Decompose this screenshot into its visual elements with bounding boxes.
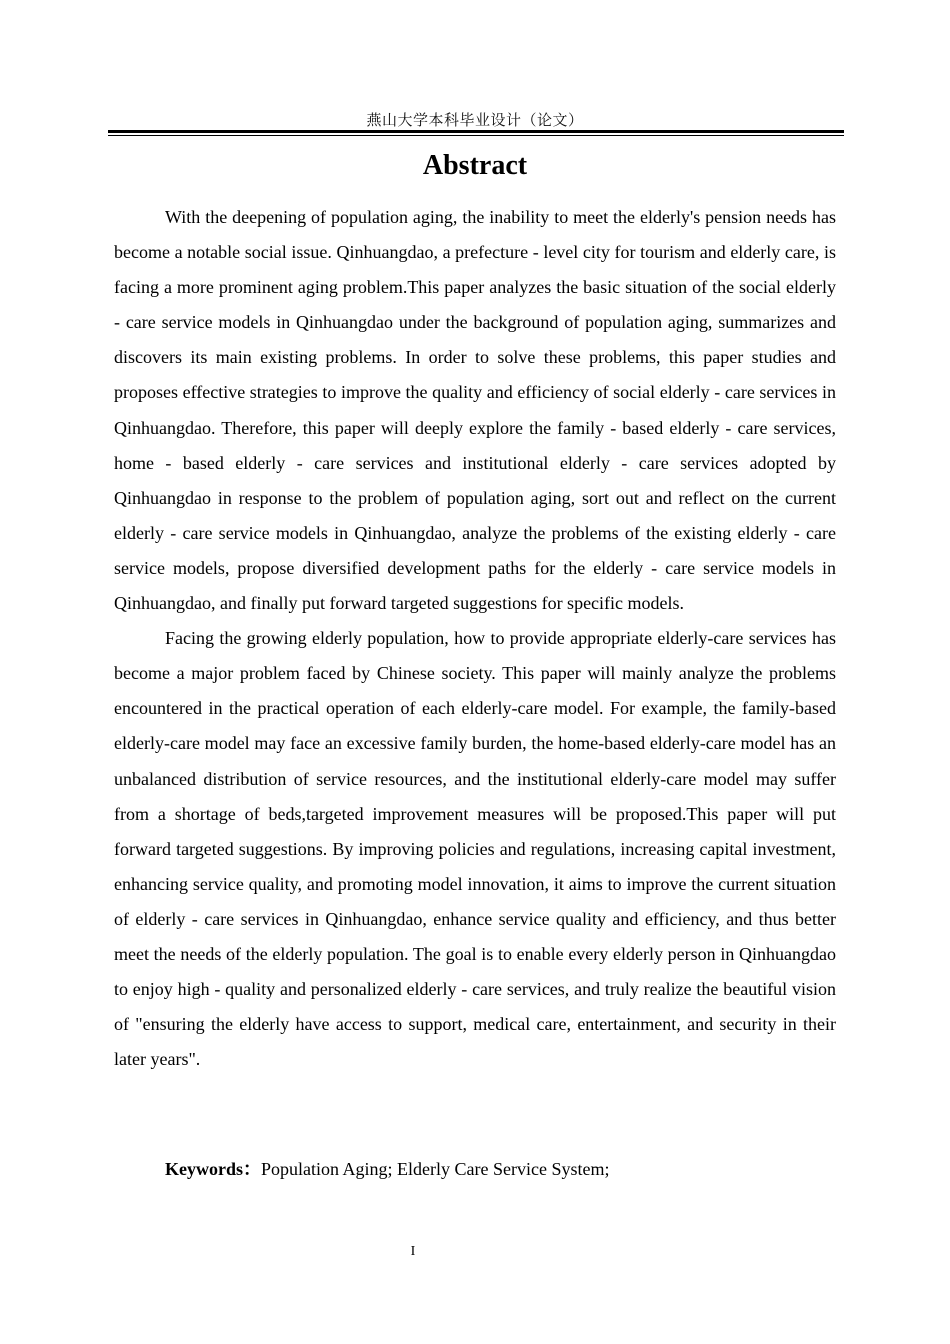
keywords-value: Population Aging; Elderly Care Service System; — [261, 1159, 610, 1179]
abstract-title: Abstract — [422, 150, 528, 181]
running-header: 燕山大学本科毕业设计（论文） — [366, 111, 584, 129]
abstract-body — [114, 200, 836, 1077]
keywords-label: Keywords： — [165, 1159, 261, 1179]
header-rule-thin — [108, 135, 844, 136]
abstract-paragraph-2: Facing the growing elderly population, how to provide appropriate elderly-care services has become a major problem faced by Chinese society. This paper will mainly analyze the problems encountered in the practical operation of each elderly-care model. For example, the family-based elderly-care model may face an excessive family burden, the home-based elderly-care model has an unbalanced distribution of service resources, and the institutional elderly-care model may suffer from a shortage of beds,targeted improvement measures will be proposed.This paper will put forward targeted suggestions. By improving policies and regulations, increasing capital investment, enhancing service quality, and promoting model innovation, it aims to improve the current situation of elderly - care services in Qinhuangdao, enhance service quality and efficiency, and thus better meet the needs of the elderly population. The goal is to enable every elderly person in Qinhuangdao to enjoy high - quality and personalized elderly - care services, and truly realize the beautiful vision of "ensuring the elderly have access to support, medical care, entertainment, and security in their later years". — [114, 628, 836, 1070]
page-number: I — [410, 1244, 416, 1259]
keywords-line — [165, 1155, 609, 1181]
header-rule-thick — [108, 130, 844, 133]
abstract-paragraph-1: With the deepening of population aging, the inability to meet the elderly's pension needs has become a notable social issue. Qinhuangdao, a prefecture - level city for tourism and elderly care, is facing a more prominent aging problem.This paper analyzes the basic situation of the social elderly - care service models in Qinhuangdao under the background of population aging, summarizes and discovers its main existing problems. In order to solve these problems, this paper studies and proposes effective strategies to improve the quality and efficiency of social elderly - care services in Qinhuangdao. Therefore, this paper will deeply explore the family - based elderly - care services, home - based elderly - care services and institutional elderly - care services adopted by Qinhuangdao in response to the problem of population aging, sort out and reflect on the current elderly - care service models in Qinhuangdao, analyze the problems of the existing elderly - care service models, propose diversified development paths for the elderly - care service models in Qinhuangdao, and finally put forward targeted suggestions for specific models. — [114, 207, 836, 614]
